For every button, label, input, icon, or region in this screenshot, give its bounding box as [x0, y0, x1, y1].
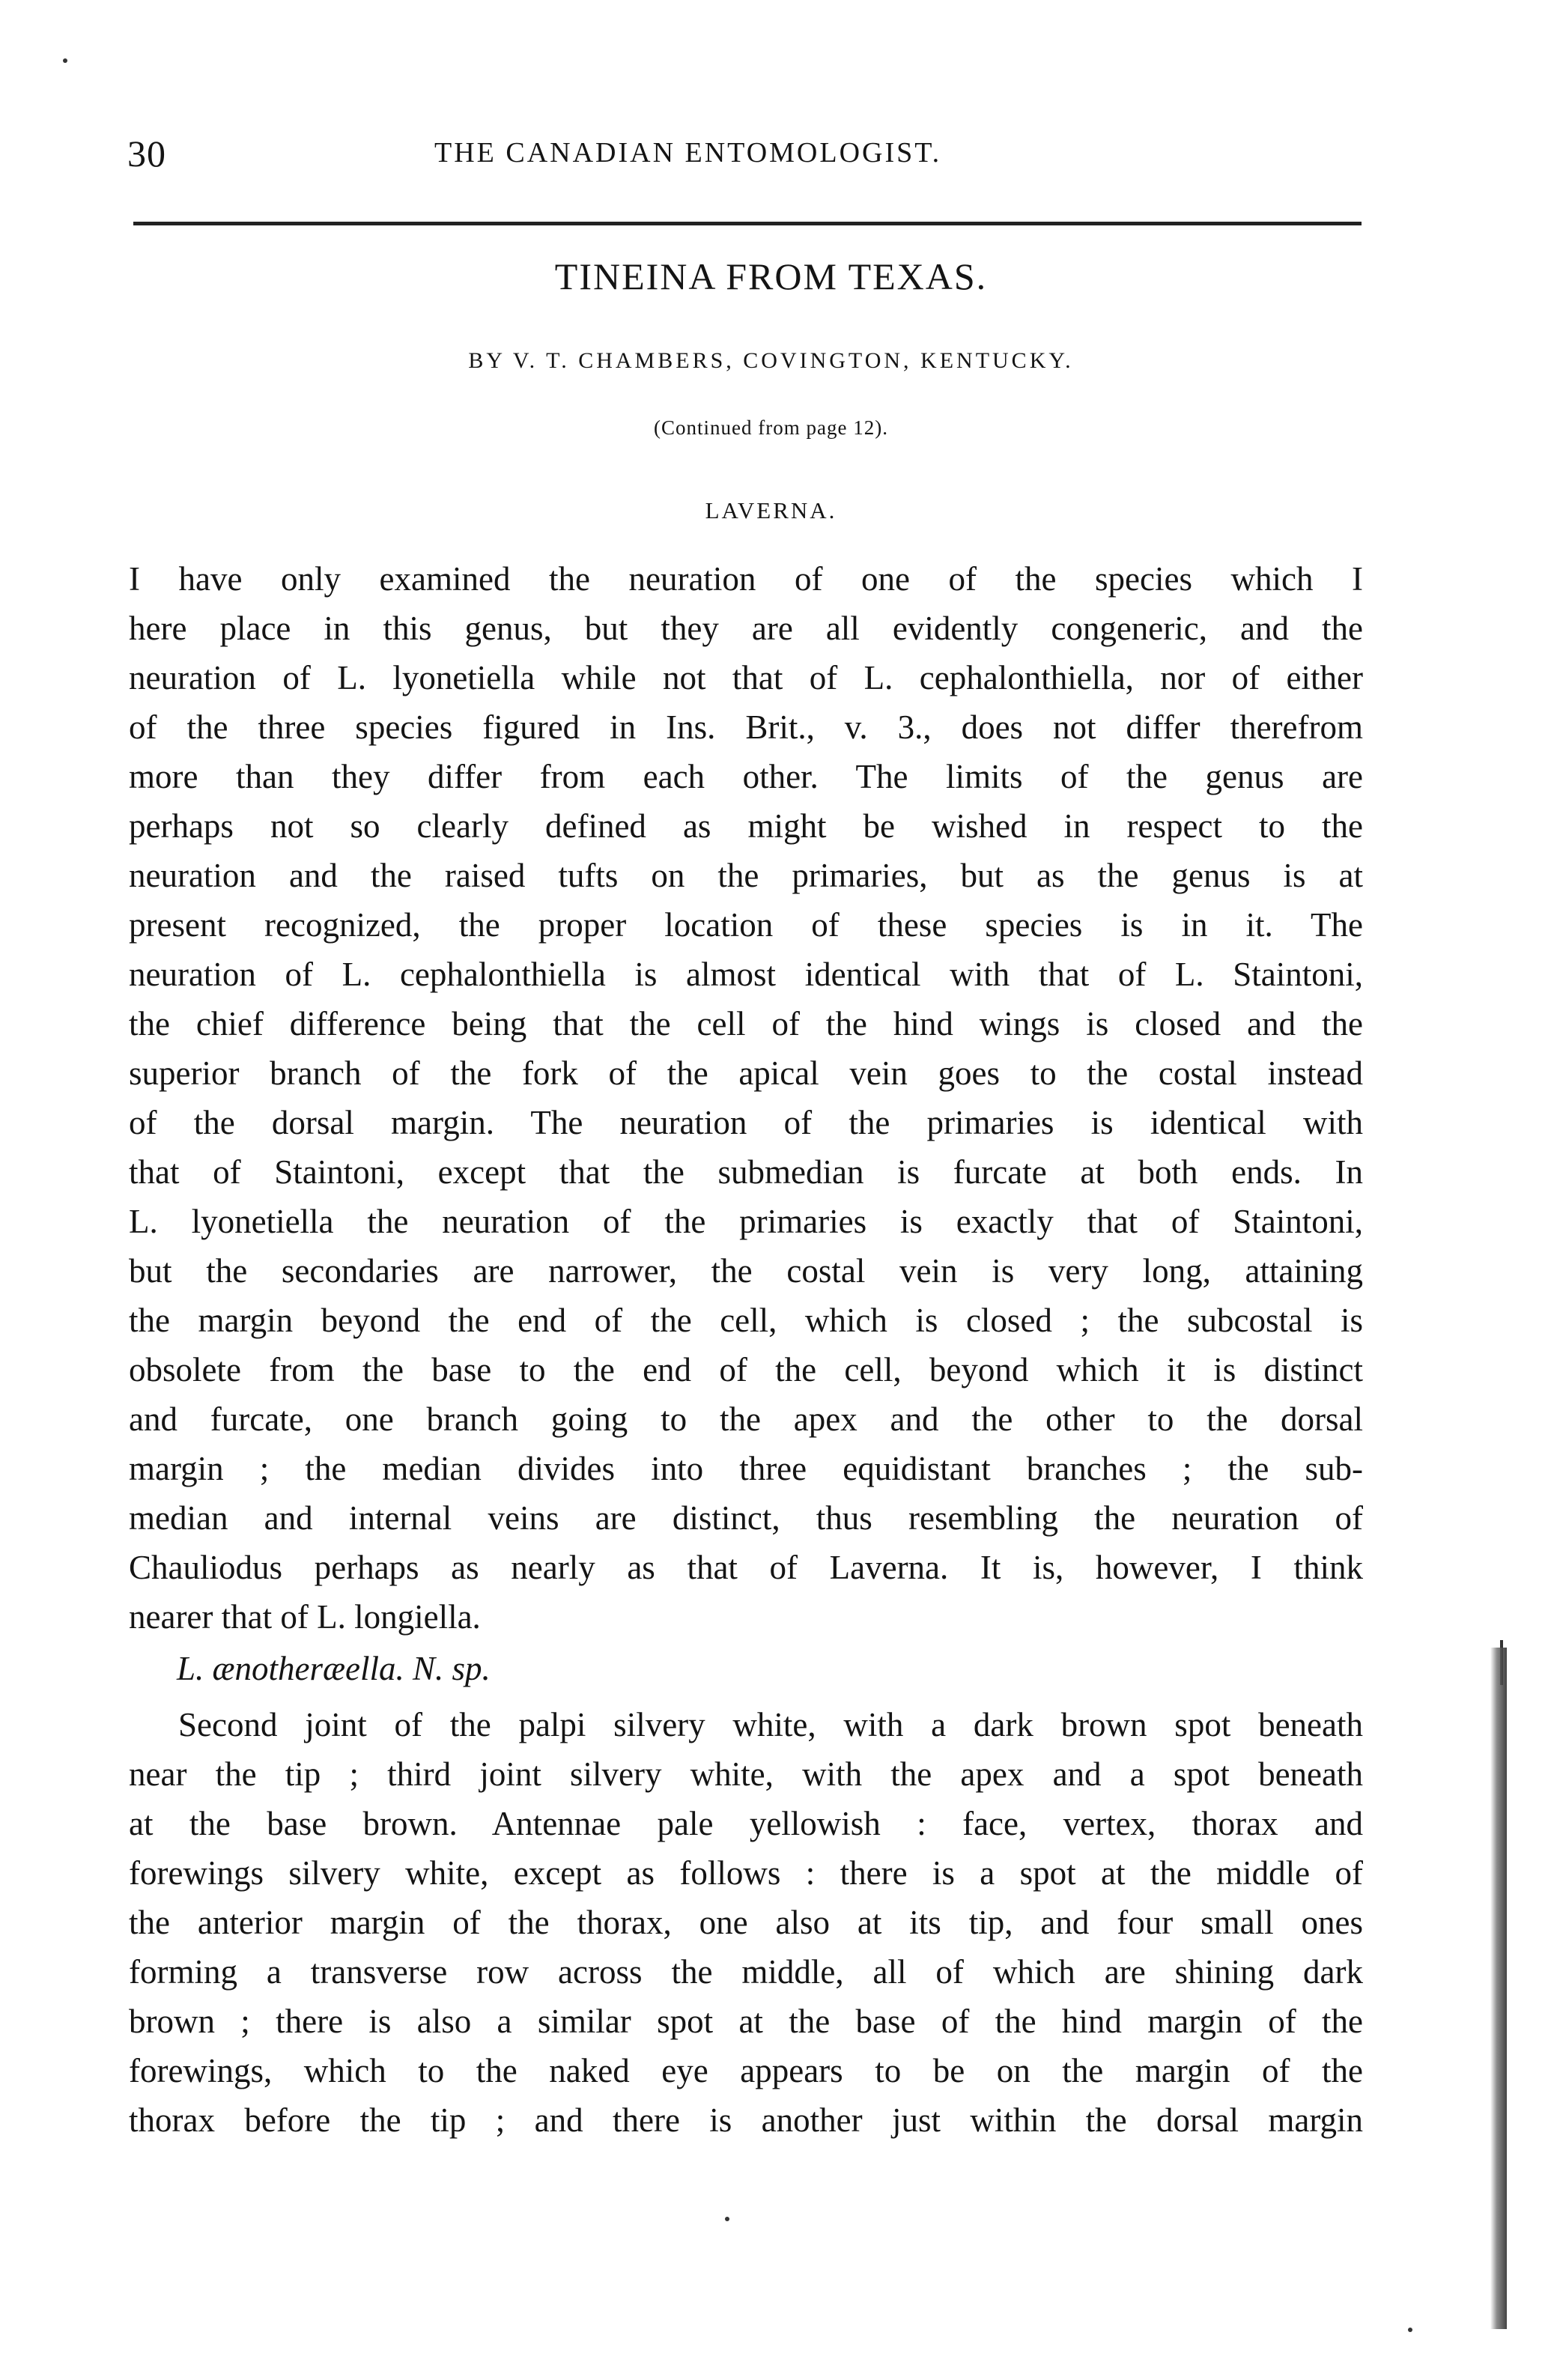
text-line: more than they differ from each other. The limits of the genus are [129, 758, 1363, 795]
text-line: that of Staintoni, except that the submedian is furcate at both ends. In [129, 1153, 1363, 1191]
continued-note: (Continued from page 12). [654, 416, 888, 439]
text-line: thorax before the tip ; and there is another just within the dorsal margin [129, 2101, 1363, 2139]
text-line: of the dorsal margin. The neuration of the primaries is identical with [129, 1104, 1363, 1141]
paper-speck [1408, 2328, 1412, 2332]
text-line: forewings, which to the naked eye appears to be on the margin of the [129, 2052, 1363, 2089]
text-line: at the base brown. Antennae pale yellowish : face, vertex, thorax and [129, 1805, 1363, 1842]
binding-edge-shadow [1490, 1648, 1507, 2329]
paragraph-species-description [129, 1700, 1363, 2145]
text-line: near the tip ; third joint silvery white, with the apex and a spot beneath [129, 1755, 1363, 1793]
paper-speck [63, 58, 67, 63]
text-line: neuration and the raised tufts on the primaries, but as the genus is at [129, 857, 1363, 894]
text-line: Second joint of the palpi silvery white, with a dark brown spot beneath [178, 1706, 1363, 1743]
text-line: I have only examined the neuration of one of the species which I [129, 560, 1363, 598]
header-rule [133, 222, 1362, 225]
text-line: median and internal veins are distinct, thus resembling the neuration of [129, 1499, 1363, 1537]
running-head: THE CANADIAN ENTOMOLOGIST. [434, 137, 942, 169]
page-header [127, 132, 1363, 177]
article-title: TINEINA FROM TEXAS. [554, 255, 988, 297]
text-line: the margin beyond the end of the cell, which is closed ; the subcostal is [129, 1302, 1363, 1339]
text-line: superior branch of the fork of the apical vein goes to the costal instead [129, 1054, 1363, 1092]
text-line: margin ; the median divides into three equidistant branches ; the sub- [129, 1450, 1363, 1487]
text-line: the chief difference being that the cell of the hind wings is closed and the [129, 1005, 1363, 1042]
text-line: nearer that of L. longiella. [129, 1598, 481, 1636]
text-line: forming a transverse row across the middle, all of which are shining dark [129, 1953, 1363, 1991]
article-byline: BY V. T. CHAMBERS, COVINGTON, KENTUCKY. [468, 348, 1074, 373]
text-line: of the three species figured in Ins. Brit., v. 3., does not differ therefrom [129, 708, 1363, 746]
text-line: and furcate, one branch going to the apex and the other to the dorsal [129, 1400, 1363, 1438]
text-line: the anterior margin of the thorax, one also at its tip, and four small ones [129, 1904, 1363, 1941]
text-line: present recognized, the proper location of these species is in it. The [129, 906, 1363, 944]
text-line: perhaps not so clearly defined as might be wished in respect to the [129, 807, 1363, 845]
text-line: here place in this genus, but they are all evidently congeneric, and the [129, 610, 1363, 647]
text-line: L. lyonetiella the neuration of the primaries is exactly that of Staintoni, [129, 1203, 1363, 1240]
species-heading: L. ænotheræella. N. sp. [177, 1650, 491, 1687]
paragraph-laverna [129, 554, 1363, 1642]
text-line: neuration of L. lyonetiella while not that of L. cephalonthiella, nor of either [129, 659, 1363, 696]
paper-speck [725, 2217, 729, 2221]
text-line: neuration of L. cephalonthiella is almost identical with that of L. Staintoni, [129, 956, 1363, 993]
text-line: obsolete from the base to the end of the cell, beyond which it is distinct [129, 1351, 1363, 1388]
section-heading: LAVERNA. [705, 497, 837, 523]
text-line: brown ; there is also a similar spot at the base of the hind margin of the [129, 2003, 1363, 2040]
text-line: but the secondaries are narrower, the costal vein is very long, attaining [129, 1252, 1363, 1290]
text-line: forewings silvery white, except as follows : there is a spot at the middle of [129, 1854, 1363, 1892]
text-line: Chauliodus perhaps as nearly as that of Laverna. It is, however, I think [129, 1549, 1363, 1586]
page-number: 30 [127, 133, 166, 174]
